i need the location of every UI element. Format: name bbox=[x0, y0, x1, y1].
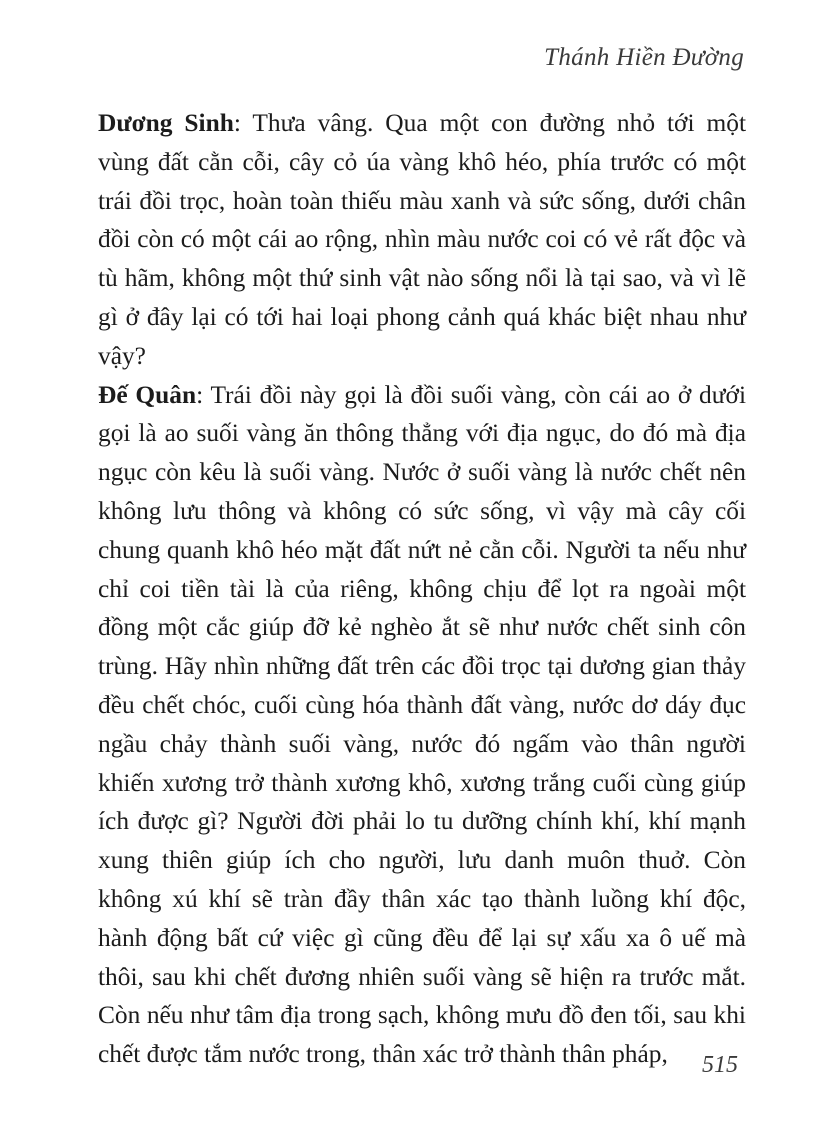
speaker-name: Dương Sinh bbox=[98, 109, 234, 137]
paragraph-duong-sinh bbox=[98, 104, 746, 376]
page-body bbox=[98, 104, 746, 1074]
paragraph-de-quan bbox=[98, 376, 746, 1074]
paragraph-text: Trái đồi này gọi là đồi suối vàng, còn cái ao ở dưới gọi là ao suối vàng ăn thông thẳng với địa ngục, do đó mà địa ngục còn kêu là suối vàng. Nước ở suối vàng là nước chết nên không lưu thông và không có sức sống, vì vậy mà cây cối chung quanh khô héo mặt đất nứt nẻ cằn cỗi. Người ta nếu như chỉ coi tiền tài là của riêng, không chịu để lọt ra ngoài một đồng một cắc giúp đỡ kẻ nghèo ắt sẽ như nước chết sinh côn trùng. Hãy nhìn những đất trên các đồi trọc tại dương gian thảy đều chết chóc, cuối cùng hóa thành đất vàng, nước dơ dáy đục ngầu chảy thành suối vàng, nước đó ngấm vào thân người khiến xương trở thành xương khô, xương trắng cuối cùng giúp ích được gì? Người đời phải lo tu dưỡng chính khí, khí mạnh xung thiên giúp ích cho người, lưu danh muôn thuở. Còn không xú khí sẽ tràn đầy thân xác tạo thành luồng khí độc, hành động bất cứ việc gì cũng đều để lại sự xấu xa ô uế mà thôi, sau khi chết đương nhiên suối vàng sẽ hiện ra trước mắt. Còn nếu như tâm địa trong sạch, không mưu đồ đen tối, sau khi chết được tắm nước trong, thân xác trở thành thân pháp, bbox=[98, 380, 746, 1069]
speaker-colon: : bbox=[196, 380, 204, 409]
speaker-colon: : bbox=[233, 109, 241, 137]
page-number: 515 bbox=[702, 1052, 738, 1078]
speaker-name: Đế Quân bbox=[98, 380, 197, 409]
running-header: Thánh Hiền Đường bbox=[544, 44, 744, 71]
paragraph-text: Thưa vâng. Qua một con đường nhỏ tới một vùng đất cằn cỗi, cây cỏ úa vàng khô héo, phía trước có một trái đồi trọc, hoàn toàn thiếu màu xanh và sức sống, dưới chân đồi còn có một cái ao rộng, nhìn màu nước coi có vẻ rất độc và tù hãm, không một thứ sinh vật nào sống nổi là tại sao, và vì lẽ gì ở đây lại có tới hai loại phong cảnh quá khác biệt nhau như vậy? bbox=[98, 109, 746, 370]
